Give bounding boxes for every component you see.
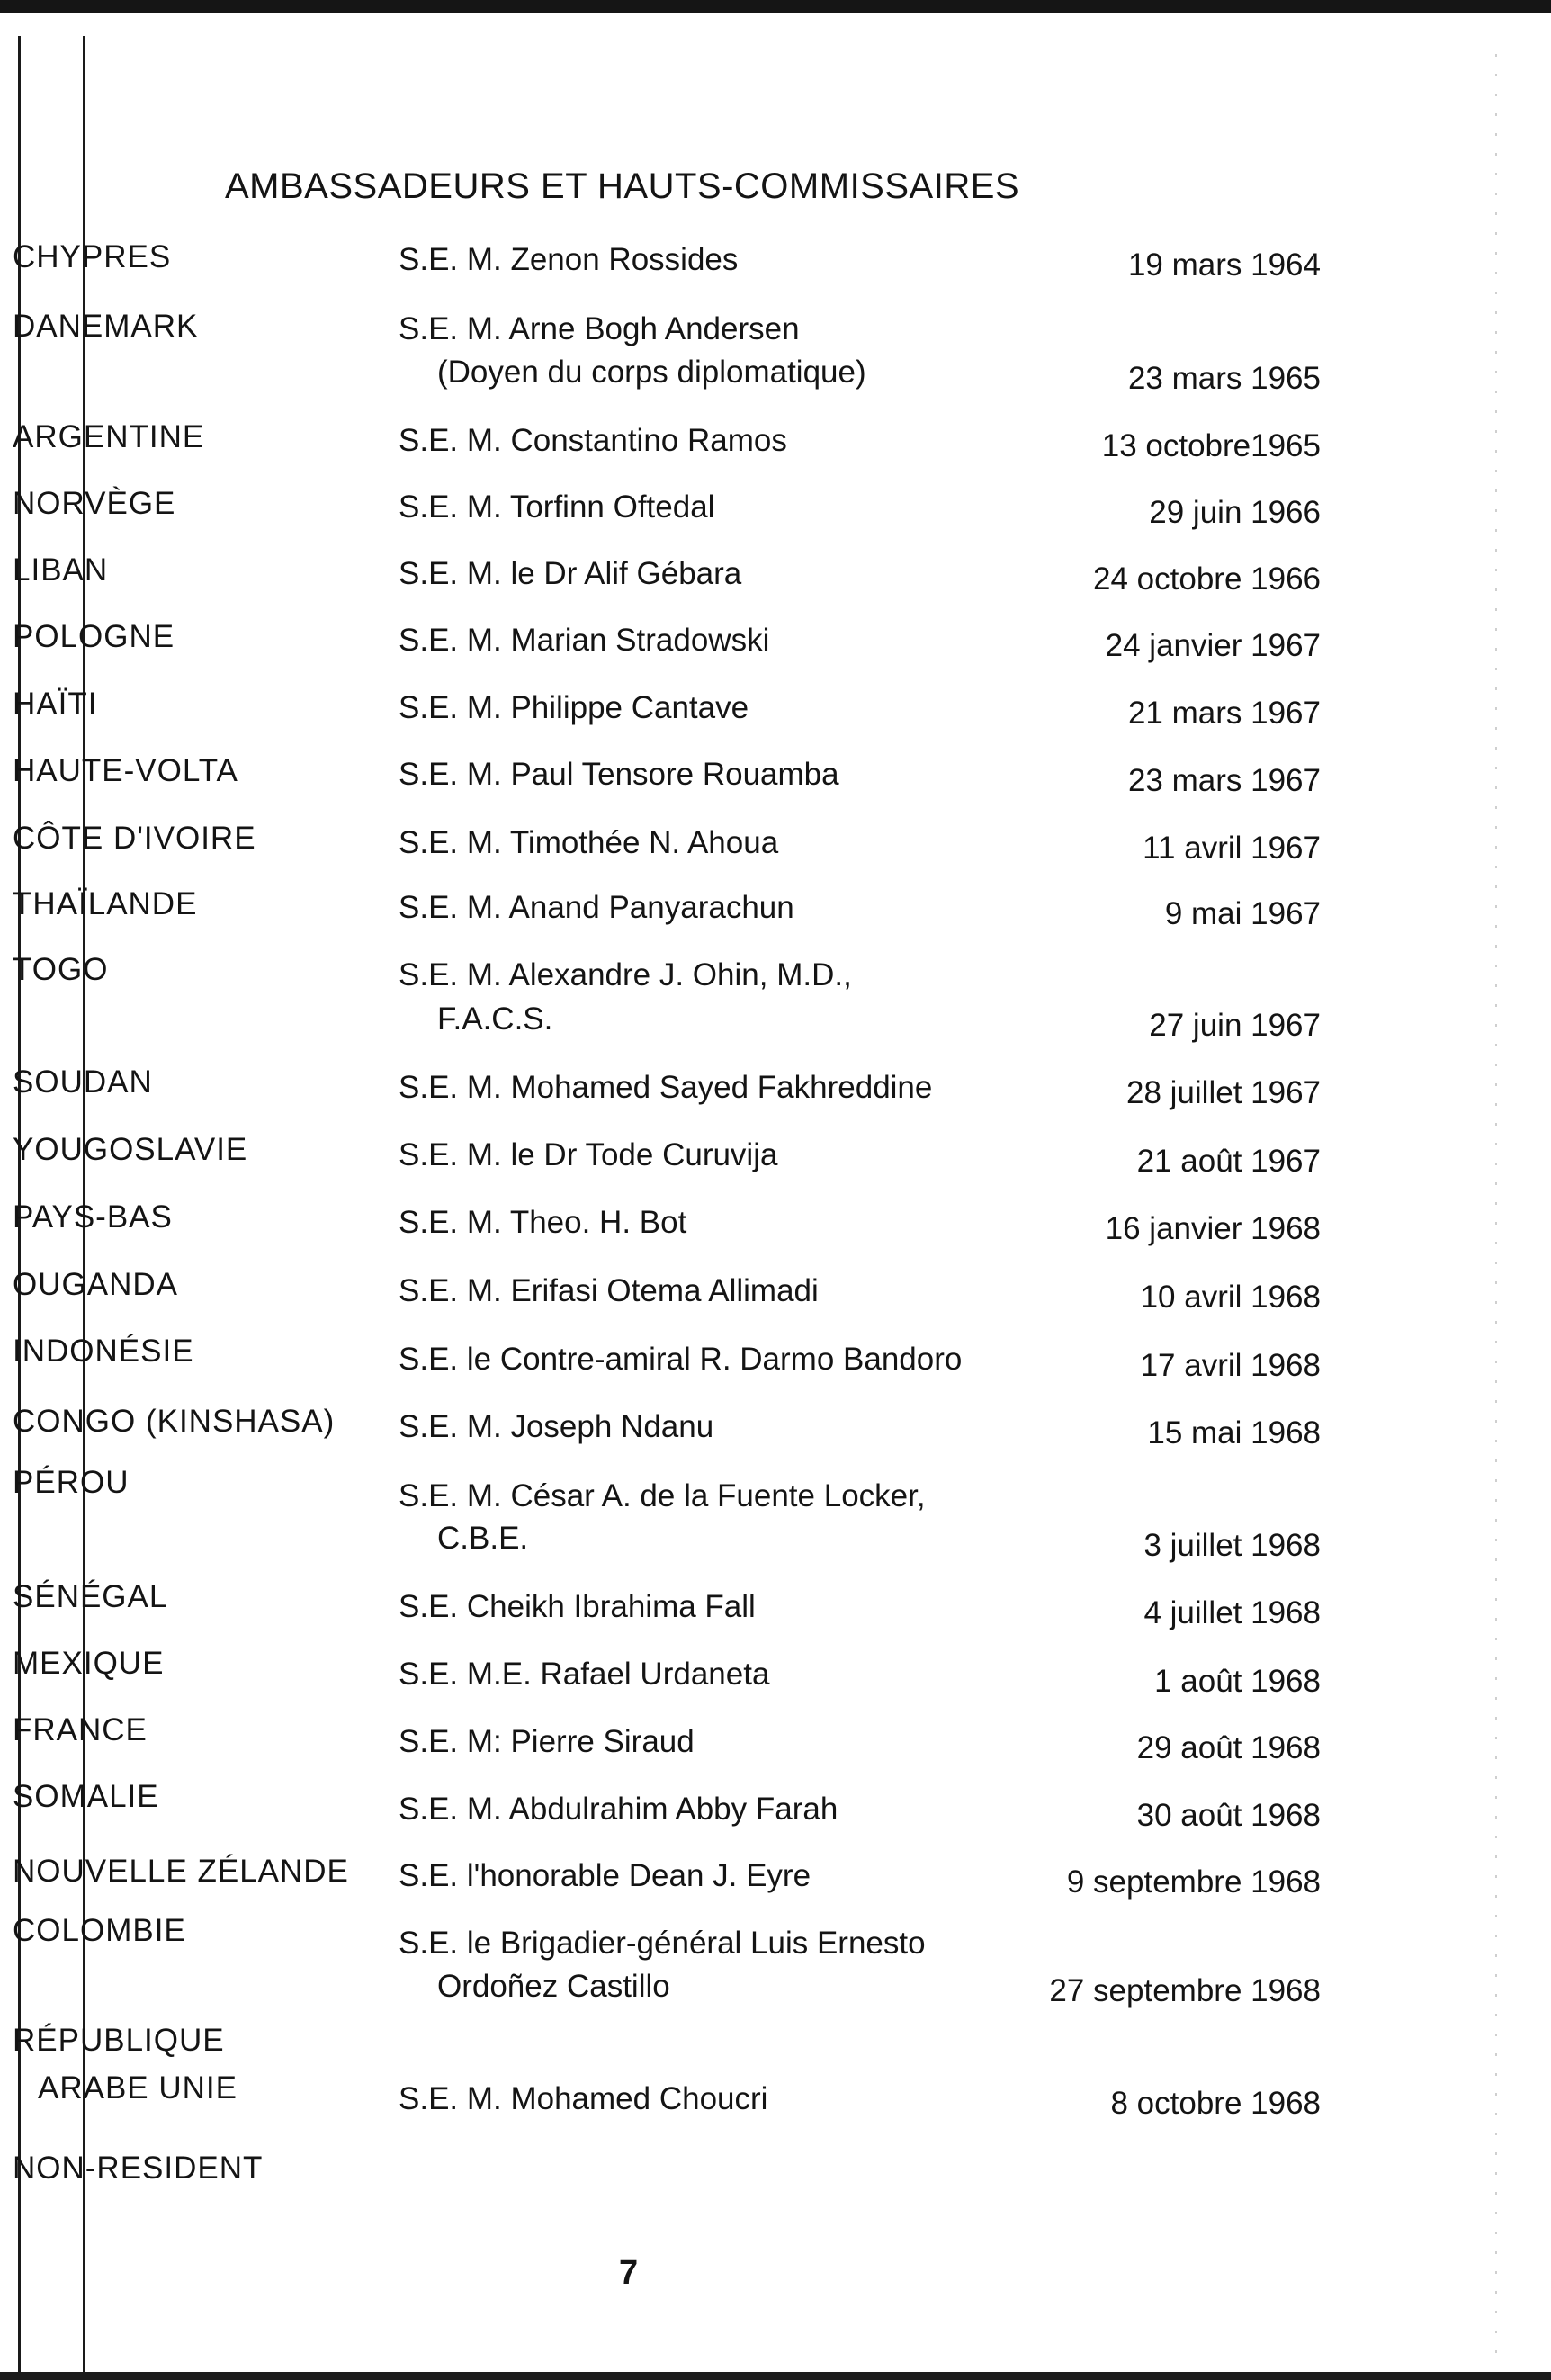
accreditation-date: 10 avril 1968 — [1140, 1280, 1321, 1315]
ambassador-name: S.E. M. Marian Stradowski — [399, 623, 770, 658]
country-name: HAUTE-VOLTA — [13, 753, 238, 788]
accreditation-date: 28 juillet 1967 — [1126, 1075, 1321, 1110]
country-name-continued: ARABE UNIE — [38, 2070, 238, 2106]
country-name: YOUGOSLAVIE — [13, 1132, 248, 1167]
ambassador-name: S.E. M. Torfinn Oftedal — [399, 489, 715, 525]
accreditation-date: 30 août 1968 — [1136, 1798, 1321, 1833]
accreditation-date: 16 janvier 1968 — [1105, 1211, 1321, 1246]
margin-specks — [1495, 54, 1497, 2358]
country-name: MEXIQUE — [13, 1646, 165, 1681]
scan-top-edge — [0, 0, 1551, 13]
accreditation-date: 19 mars 1964 — [1127, 247, 1321, 283]
page-number: 7 — [619, 2254, 639, 2292]
ambassador-name: S.E. M. le Dr Alif Gébara — [399, 556, 742, 591]
accreditation-date: 11 avril 1967 — [1143, 831, 1321, 866]
accreditation-date: 15 mai 1968 — [1147, 1415, 1321, 1450]
accreditation-date: 17 avril 1968 — [1140, 1348, 1321, 1383]
country-name: TOGO — [13, 952, 109, 987]
ambassador-name: S.E. M. Erifasi Otema Allimadi — [399, 1273, 819, 1308]
country-name: SOUDAN — [13, 1064, 153, 1100]
accreditation-date: 8 octobre 1968 — [1110, 2086, 1321, 2121]
country-name: ARGENTINE — [13, 419, 205, 454]
accreditation-date: 27 septembre 1968 — [1049, 1973, 1321, 2008]
accreditation-date: 9 mai 1967 — [1164, 896, 1321, 931]
country-name: NOUVELLE ZÉLANDE — [13, 1854, 349, 1889]
ambassador-note: C.B.E. — [437, 1521, 529, 1556]
country-name: THAÏLANDE — [13, 886, 198, 921]
country-name: RÉPUBLIQUE — [13, 2023, 225, 2058]
ambassador-name: S.E. M. le Dr Tode Curuvija — [399, 1137, 778, 1172]
country-name: PÉROU — [13, 1465, 130, 1500]
country-name: HAÏTI — [13, 687, 98, 722]
country-name: LIBAN — [13, 552, 109, 588]
accreditation-date: 24 janvier 1967 — [1105, 628, 1321, 663]
ambassador-note: Ordoñez Castillo — [437, 1969, 670, 2004]
ambassador-name: S.E. M. Anand Panyarachun — [399, 890, 794, 925]
ambassador-name: S.E. l'honorable Dean J. Eyre — [399, 1858, 811, 1893]
country-name: INDONÉSIE — [13, 1334, 194, 1369]
country-name: OUGANDA — [13, 1267, 178, 1302]
ambassador-name: S.E. M. Philippe Cantave — [399, 690, 749, 725]
accreditation-date: 27 juin 1967 — [1149, 1008, 1321, 1043]
ambassador-name: S.E. M. Constantino Ramos — [399, 423, 787, 458]
country-name: PAYS-BAS — [13, 1199, 173, 1235]
country-name: CONGO (KINSHASA) — [13, 1404, 336, 1439]
country-name: SOMALIE — [13, 1779, 159, 1814]
scan-bottom-edge — [0, 2372, 1551, 2380]
country-name: COLOMBIE — [13, 1913, 186, 1948]
ambassador-name: S.E. le Brigadier-général Luis Ernesto — [399, 1926, 926, 1961]
country-name: DANEMARK — [13, 309, 199, 344]
accreditation-date: 23 mars 1965 — [1127, 361, 1321, 396]
ambassador-name: S.E. M. Joseph Ndanu — [399, 1409, 714, 1444]
ambassador-name: S.E. M. Abdulrahim Abby Farah — [399, 1792, 838, 1827]
accreditation-date: 3 juillet 1968 — [1143, 1528, 1321, 1563]
accreditation-date: 21 août 1967 — [1136, 1144, 1321, 1179]
ambassador-name: S.E. M. Timothée N. Ahoua — [399, 825, 779, 860]
accreditation-date: 13 octobre1965 — [1101, 428, 1321, 463]
ambassador-name: S.E. M.E. Rafael Urdaneta — [399, 1657, 770, 1692]
country-name: CHYPRES — [13, 239, 172, 274]
accreditation-date: 29 août 1968 — [1136, 1730, 1321, 1765]
ambassador-name: S.E. M. César A. de la Fuente Locker, — [399, 1478, 926, 1513]
ambassador-note: (Doyen du corps diplomatique) — [437, 355, 866, 390]
accreditation-date: 21 mars 1967 — [1127, 696, 1321, 731]
section-heading-non-resident: NON-RESIDENT — [13, 2151, 264, 2186]
ambassador-name: S.E. M. Alexandre J. Ohin, M.D., — [399, 957, 852, 992]
country-name: FRANCE — [13, 1712, 148, 1747]
country-name: CÔTE D'IVOIRE — [13, 821, 256, 856]
accreditation-date: 4 juillet 1968 — [1143, 1595, 1321, 1630]
page-title: AMBASSADEURS ET HAUTS-COMMISSAIRES — [225, 166, 1020, 206]
accreditation-date: 1 août 1968 — [1154, 1664, 1321, 1699]
country-name: SÉNÉGAL — [13, 1579, 168, 1614]
country-name: NORVÈGE — [13, 486, 176, 521]
ambassador-name: S.E. M. Mohamed Choucri — [399, 2081, 768, 2116]
ambassador-note: F.A.C.S. — [437, 1001, 553, 1037]
accreditation-date: 9 septembre 1968 — [1066, 1864, 1321, 1900]
country-name: POLOGNE — [13, 619, 175, 654]
ambassador-name: S.E. M. Mohamed Sayed Fakhreddine — [399, 1070, 933, 1105]
ambassador-name: S.E. le Contre-amiral R. Darmo Bandoro — [399, 1342, 963, 1377]
ambassador-name: S.E. M: Pierre Siraud — [399, 1724, 695, 1759]
ambassador-name: S.E. M. Paul Tensore Rouamba — [399, 757, 839, 792]
ambassador-name: S.E. M. Arne Bogh Andersen — [399, 311, 800, 346]
accreditation-date: 29 juin 1966 — [1149, 495, 1321, 530]
ambassador-name: S.E. M. Theo. H. Bot — [399, 1205, 687, 1240]
ambassador-name: S.E. Cheikh Ibrahima Fall — [399, 1589, 756, 1624]
accreditation-date: 23 mars 1967 — [1127, 763, 1321, 798]
accreditation-date: 24 octobre 1966 — [1093, 561, 1321, 597]
ambassador-name: S.E. M. Zenon Rossides — [399, 242, 739, 277]
